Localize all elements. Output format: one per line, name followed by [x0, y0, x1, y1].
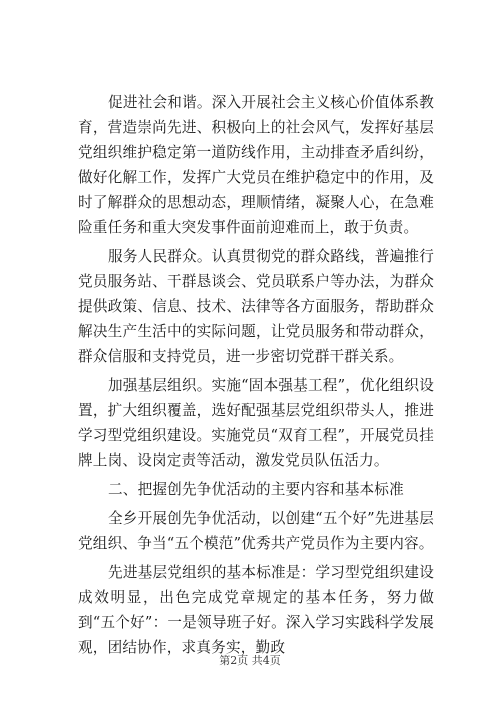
paragraph-main-content: 全乡开展创先争优活动，以创建“五个好”先进基层党组织、争当“五个模范”优秀共产党员作为主要内容。 [78, 510, 434, 552]
paragraph-strengthen-organization: 加强基层组织。实施“固本强基工程”，优化组织设置，扩大组织覆盖，选好配强基层党组织带头人，推进学习型党组织建设。实施党员“双育工程”，开展党员挂牌上岗、设岗定责等活动，激发党员队伍活力。 [78, 377, 434, 469]
paragraph-social-harmony: 促进社会和谐。深入开展社会主义核心价值体系教育，营造崇尚先进、积极向上的社会风气，发挥好基层党组织维护稳定第一道防线作用，主动排查矛盾纠纷，做好化解工作，发挥广大党员在维护稳定中的作用，及时了解群众的思想动态，理顺情绪，凝聚人心，在急难险重任务和重大突发事件面前迎难而上，敢于负责。 [78, 94, 434, 236]
paragraph-basic-standards: 先进基层党组织的基本标准是：学习型党组织建设成效明显，出色完成党章规定的基本任务，努力做到“五个好”：一是领导班子好。深入学习实践科学发展观，团结协作，求真务实，勤政 [78, 564, 434, 656]
section-heading: 二、把握创先争优活动的主要内容和基本标准 [108, 481, 404, 498]
page-footer: 第2页 共4页 [219, 654, 281, 667]
document-body [78, 90, 434, 664]
paragraph-serve-people: 服务人民群众。认真贯彻党的群众路线，普遍推行党员服务站、干群恳谈会、党员联系户等办法，为群众提供政策、信息、技术、法律等各方面服务，帮助群众解决生产生活中的实际问题，让党员服务和带动群众，群众信服和支持党员，进一步密切党群干群关系。 [78, 248, 434, 365]
